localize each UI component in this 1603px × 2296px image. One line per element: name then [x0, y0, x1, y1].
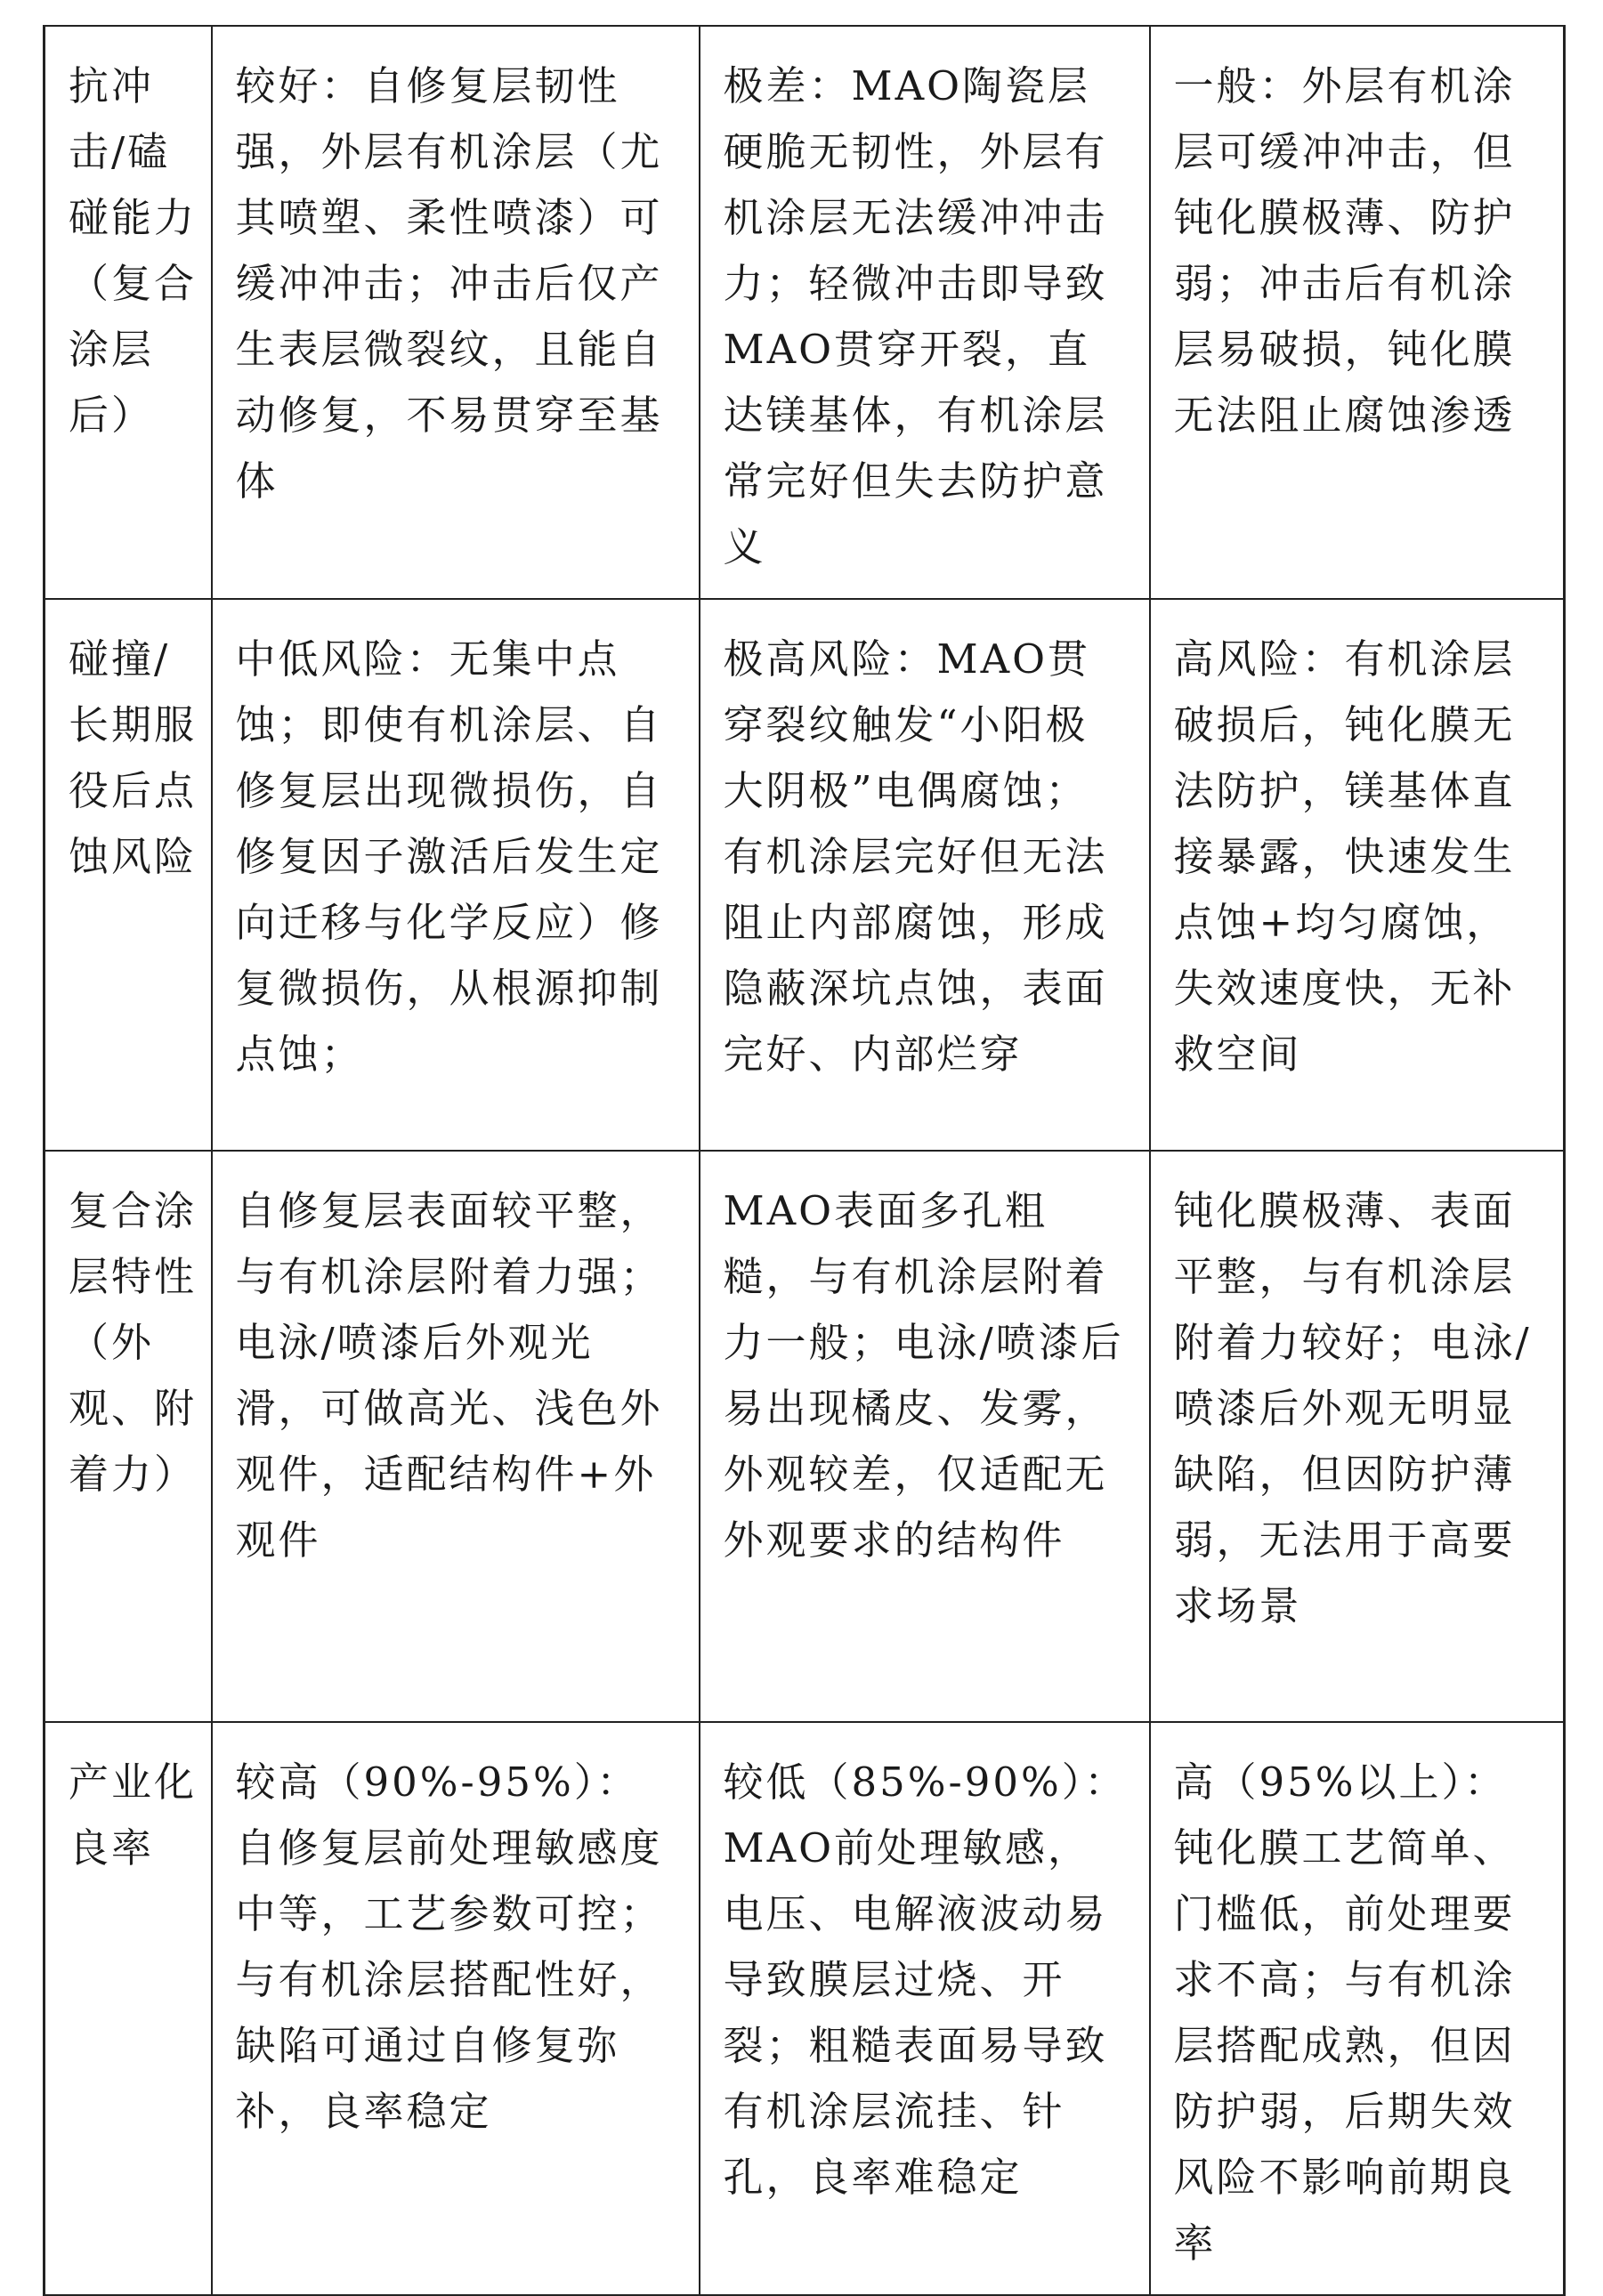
table-cell: 较低（85%-90%）：MAO前处理敏感，电压、电解液波动易导致膜层过烧、开裂；粗糙表面易导致有机涂层流挂、针孔，良率难稳定	[700, 1722, 1150, 2295]
table-cell: 中低风险：无集中点蚀；即使有机涂层、自修复层出现微损伤，自修复因子激活后发生定向迁移与化学反应）修复微损伤，从根源抑制点蚀；	[212, 599, 700, 1151]
table-row	[45, 1722, 1565, 2295]
row-header-pitting-risk: 碰撞/长期服役后点蚀风险	[45, 599, 212, 1151]
table-row	[45, 26, 1565, 599]
row-header-coating-properties: 复合涂层特性（外观、附着力）	[45, 1151, 212, 1722]
row-header-industrial-yield: 产业化良率	[45, 1722, 212, 2295]
row-header-impact-resistance: 抗冲击/磕碰能力（复合涂层后）	[45, 26, 212, 599]
table-cell: 高（95%以上）：钝化膜工艺简单、门槛低，前处理要求不高；与有机涂层搭配成熟，但因防护弱，后期失效风险不影响前期良率	[1150, 1722, 1565, 2295]
table-row	[45, 1151, 1565, 1722]
table-cell: 自修复层表面较平整，与有机涂层附着力强；电泳/喷漆后外观光滑，可做高光、浅色外观件，适配结构件+外观件	[212, 1151, 700, 1722]
table-cell: 一般：外层有机涂层可缓冲冲击，但钝化膜极薄、防护弱；冲击后有机涂层易破损，钝化膜无法阻止腐蚀渗透	[1150, 26, 1565, 599]
table-cell: 较高（90%-95%）：自修复层前处理敏感度中等，工艺参数可控；与有机涂层搭配性好，缺陷可通过自修复弥补，良率稳定	[212, 1722, 700, 2295]
table-cell: 较好：自修复层韧性强，外层有机涂层（尤其喷塑、柔性喷漆）可缓冲冲击；冲击后仅产生表层微裂纹，且能自动修复，不易贯穿至基体	[212, 26, 700, 599]
comparison-table	[43, 25, 1566, 2296]
table-cell: MAO表面多孔粗糙，与有机涂层附着力一般；电泳/喷漆后易出现橘皮、发雾，外观较差，仅适配无外观要求的结构件	[700, 1151, 1150, 1722]
table-row	[45, 599, 1565, 1151]
table-cell: 极差：MAO陶瓷层硬脆无韧性，外层有机涂层无法缓冲冲击力；轻微冲击即导致MAO贯穿开裂，直达镁基体，有机涂层常完好但失去防护意义	[700, 26, 1150, 599]
table-cell: 钝化膜极薄、表面平整，与有机涂层附着力较好；电泳/喷漆后外观无明显缺陷，但因防护薄弱，无法用于高要求场景	[1150, 1151, 1565, 1722]
table-cell: 极高风险：MAO贯穿裂纹触发“小阳极大阴极”电偶腐蚀；有机涂层完好但无法阻止内部腐蚀，形成隐蔽深坑点蚀，表面完好、内部烂穿	[700, 599, 1150, 1151]
table-cell: 高风险：有机涂层破损后，钝化膜无法防护，镁基体直接暴露，快速发生点蚀+均匀腐蚀，失效速度快，无补救空间	[1150, 599, 1565, 1151]
